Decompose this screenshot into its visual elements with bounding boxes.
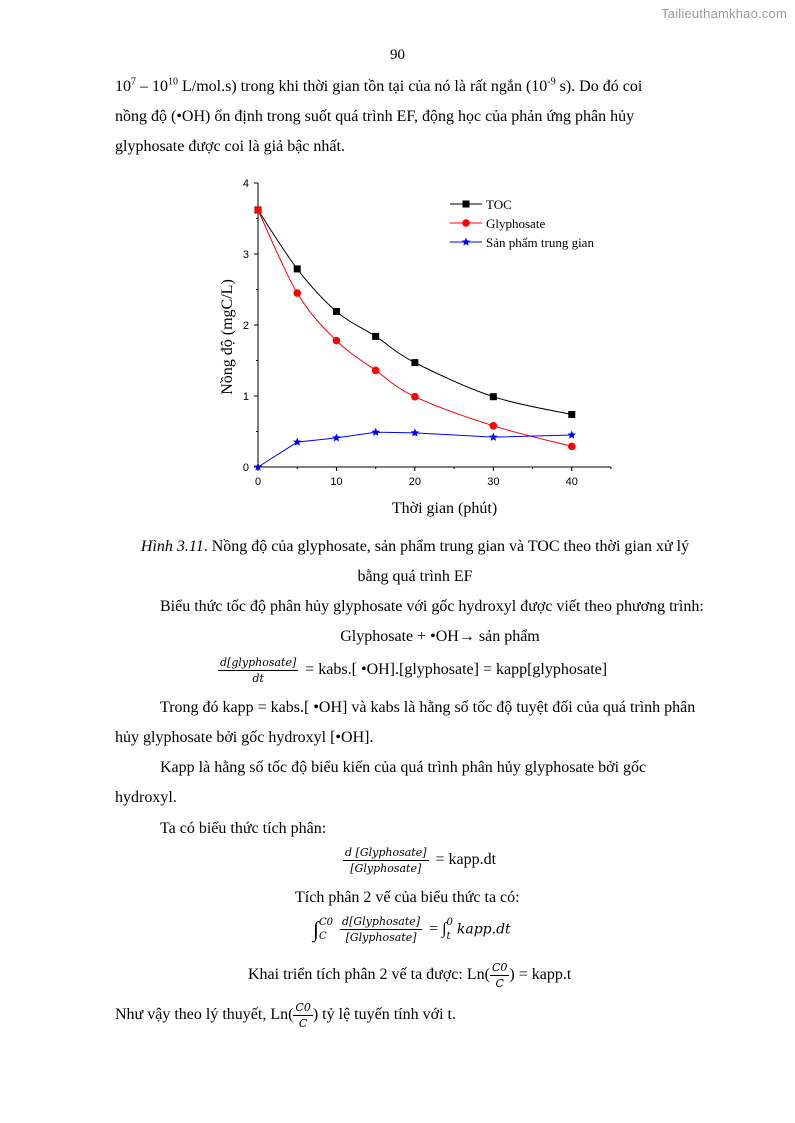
denominator: [Glyphosate] xyxy=(345,931,417,944)
legend-marker-intermediate xyxy=(462,238,471,246)
x-tick-label: 0 xyxy=(254,476,262,488)
integral-bounds xyxy=(319,916,333,944)
numerator: C0 xyxy=(491,960,508,974)
caption-line-2: bằng quá trình EF xyxy=(357,568,473,585)
equation-3 xyxy=(313,915,511,944)
y-tick-label: 4 xyxy=(242,178,249,190)
numerator: C0 xyxy=(295,1000,311,1014)
intro-line-2: nồng độ (•OH) ổn định trong suốt quá trình EF, động học của phản ứng phân hủy xyxy=(115,108,635,125)
body-p2-line1: Trong đó kapp = kabs.[ •OH] và kabs là hằng số tốc độ tuyệt đối của quá trình phân xyxy=(160,699,696,716)
integral-sign: = ∫ xyxy=(429,920,447,938)
text: 10 xyxy=(115,78,131,95)
numerator: d [Glyphosate] xyxy=(345,845,427,859)
text: s). Do đó coi xyxy=(555,78,643,95)
y-axis-label: Nồng độ (mgC/L) xyxy=(219,279,236,395)
equation-2 xyxy=(340,845,496,875)
text: ) = kapp.t xyxy=(509,966,572,983)
body-p1: Biểu thức tốc độ phân hủy glyphosate với gốc hydroxyl được viết theo phương trình: xyxy=(160,598,704,615)
legend-label-glyphosate: Glyphosate xyxy=(486,216,546,231)
data-point-intermediate xyxy=(411,428,420,436)
legend-marker-glyphosate xyxy=(462,219,470,227)
numerator: d[glyphosate] xyxy=(220,655,297,669)
superscript: 10 xyxy=(168,76,178,88)
equation-rhs: = kapp.dt xyxy=(435,851,497,868)
integral-bounds xyxy=(446,916,452,944)
text: – 10 xyxy=(136,78,168,95)
body-p3-line1: Kapp là hằng số tốc độ biểu kiến của quá trình phân hủy glyphosate bởi gốc xyxy=(160,759,647,776)
data-point-toc xyxy=(333,308,340,315)
upper-bound: C0 xyxy=(319,916,334,928)
data-point-glyphosate xyxy=(293,289,301,297)
denominator: [Glyphosate] xyxy=(350,861,422,875)
data-point-toc xyxy=(490,393,497,400)
fraction xyxy=(218,656,298,685)
equation-1 xyxy=(215,655,607,685)
data-point-glyphosate xyxy=(372,367,380,375)
y-tick-label: 3 xyxy=(242,249,249,261)
caption-text: . Nồng độ của glyphosate, sản phẩm trung gian và TOC theo thời gian xử lý xyxy=(203,538,690,555)
legend-label-toc: TOC xyxy=(486,197,512,212)
data-point-glyphosate xyxy=(568,443,576,451)
numerator: d[Glyphosate] xyxy=(342,915,421,928)
data-point-intermediate xyxy=(489,433,498,441)
intro-line-1 xyxy=(115,72,718,102)
superscript: 7 xyxy=(131,76,136,88)
text: Như vậy theo lý thuyết, Ln( xyxy=(115,1006,294,1023)
body-p4: Ta có biểu thức tích phân: xyxy=(160,820,327,837)
fraction xyxy=(343,846,429,875)
body-p5: Tích phân 2 vế của biểu thức ta có: xyxy=(295,889,520,906)
caption-line-1 xyxy=(95,532,735,562)
fraction xyxy=(490,961,509,990)
data-point-intermediate xyxy=(371,428,380,436)
equation-rhs: kapp.dt xyxy=(456,921,511,938)
superscript: -9 xyxy=(547,76,556,88)
y-tick-label: 1 xyxy=(242,391,249,403)
fraction xyxy=(340,915,422,944)
body-p3-line2: hydroxyl. xyxy=(115,789,177,806)
y-tick-label: 0 xyxy=(242,462,249,474)
x-tick-label: 20 xyxy=(408,476,422,488)
data-point-toc xyxy=(294,265,301,272)
x-tick-label: 10 xyxy=(330,476,343,488)
data-point-glyphosate xyxy=(411,393,419,401)
body-p7 xyxy=(115,1000,456,1030)
intro-paragraph xyxy=(115,72,718,162)
body-p6 xyxy=(248,960,571,990)
data-point-toc xyxy=(411,359,418,366)
x-tick-label: 30 xyxy=(487,476,500,488)
fraction xyxy=(293,1001,312,1030)
text: L/mol.s) trong khi thời gian tồn tại của nó là rất ngắn (10 xyxy=(178,78,548,95)
denominator: C xyxy=(495,976,504,990)
denominator: C xyxy=(298,1016,308,1030)
denominator: dt xyxy=(252,671,264,685)
legend-label-intermediate: Sản phẩm trung gian xyxy=(486,235,594,250)
intro-line-3: glyphosate được coi là giả bậc nhất. xyxy=(115,138,345,155)
data-point-toc xyxy=(568,411,575,418)
equation-rhs: = kabs.[ •OH].[glyphosate] = kapp[glyphosate] xyxy=(305,661,608,678)
data-point-intermediate xyxy=(568,431,577,439)
lower-bound: t xyxy=(446,930,451,942)
series-line-intermediate xyxy=(258,432,572,467)
data-point-glyphosate xyxy=(333,337,341,345)
upper-bound: 0 xyxy=(446,916,453,928)
watermark: Tailieuthamkhao.com xyxy=(661,6,787,21)
page-number: 90 xyxy=(390,47,405,63)
y-tick-label: 2 xyxy=(242,320,249,332)
figure-caption xyxy=(95,532,735,592)
lower-bound: C xyxy=(319,930,327,942)
data-point-glyphosate xyxy=(490,422,498,430)
data-point-toc xyxy=(372,333,379,340)
text: Khai triển tích phân 2 vế ta được: Ln( xyxy=(248,966,490,983)
concentration-chart xyxy=(205,170,625,530)
caption-label: Hình 3.11 xyxy=(140,538,204,555)
integral-sign: ∫ xyxy=(313,916,320,942)
reaction: Glyphosate + •OH→ sản phẩm xyxy=(340,628,540,645)
text: ) tỷ lệ tuyến tính với t. xyxy=(312,1006,456,1023)
body-p2-line2: hủy glyphosate bởi gốc hydroxyl [•OH]. xyxy=(115,729,374,746)
x-tick-label: 40 xyxy=(565,476,578,488)
x-axis-label: Thời gian (phút) xyxy=(391,500,498,517)
data-point-glyphosate xyxy=(254,206,262,214)
legend-marker-toc xyxy=(463,201,470,208)
data-point-intermediate xyxy=(332,433,341,441)
